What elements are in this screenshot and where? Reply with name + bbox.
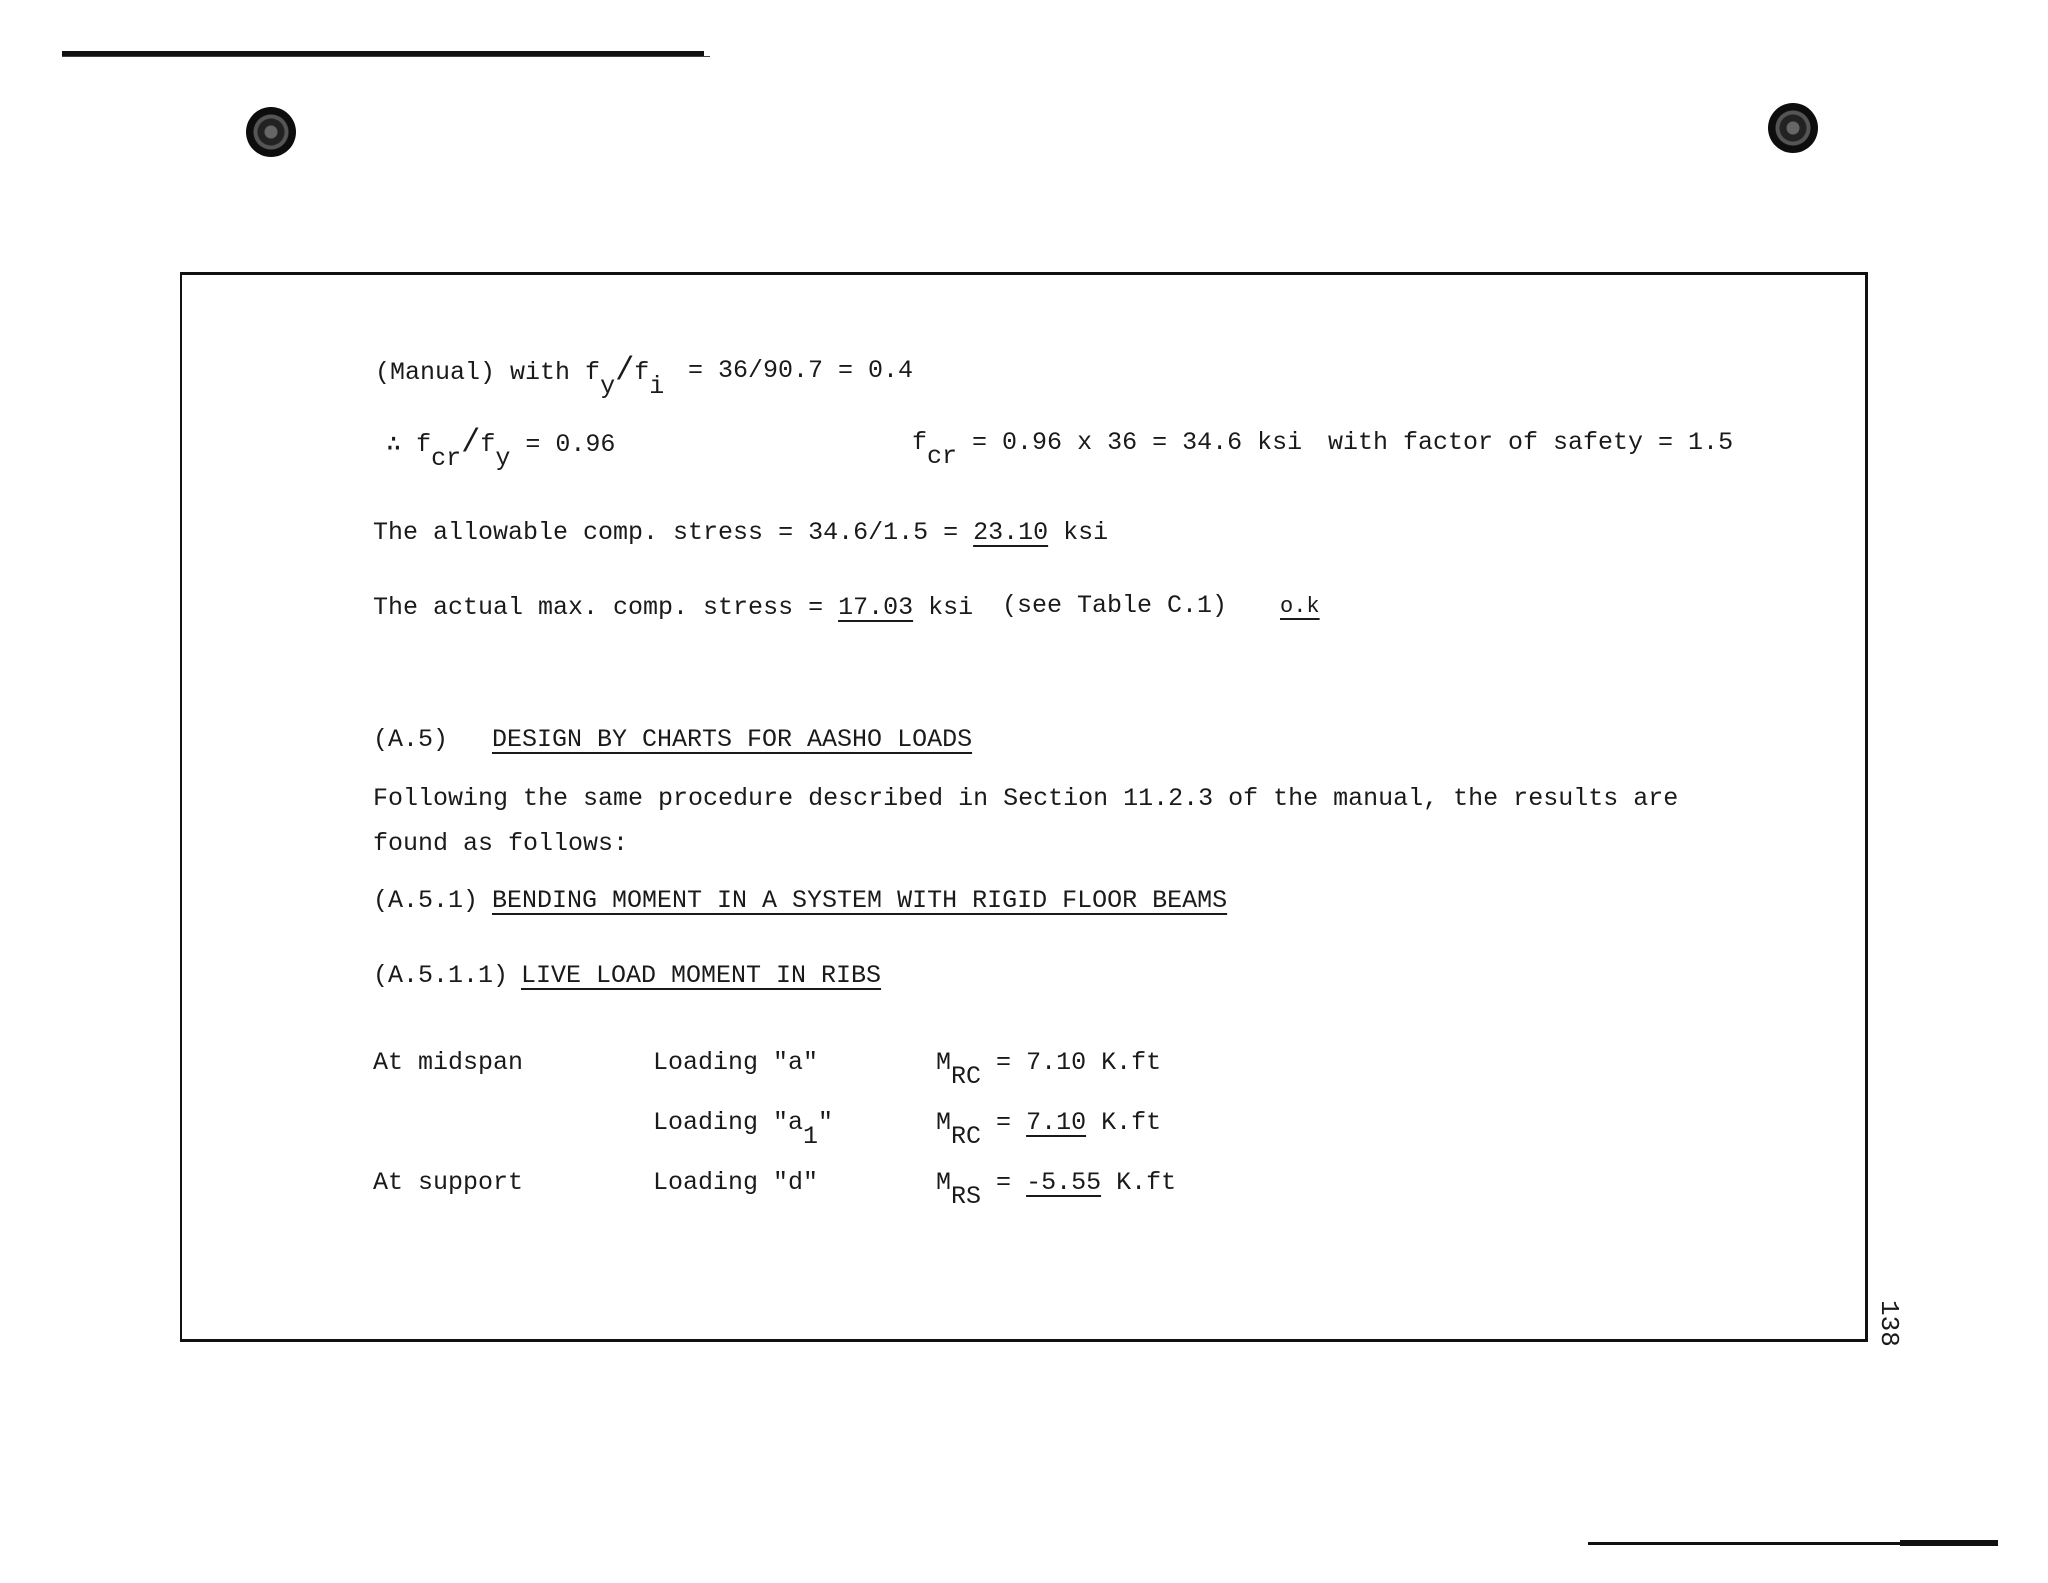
ok-mark: o.k	[1280, 594, 1320, 619]
formula-line-1-result: = 36/90.7 = 0.4	[688, 356, 914, 385]
equals: =	[996, 1168, 1027, 1197]
section-a5-number: (A.5)	[373, 725, 449, 754]
loading-post: "	[818, 1108, 834, 1137]
row-3-location: At support	[373, 1168, 524, 1197]
row-3-loading: Loading "d"	[653, 1168, 819, 1197]
punch-hole-left	[246, 107, 296, 157]
allowable-stress-line	[373, 518, 1108, 548]
sub-y: y	[600, 372, 616, 401]
loading-pre: Loading "a	[653, 1108, 804, 1137]
punch-hole-right	[1768, 103, 1818, 153]
row-2-moment	[936, 1108, 1162, 1151]
section-a511-number: (A.5.1.1)	[373, 961, 509, 990]
sub-cr: cr	[431, 444, 462, 473]
moment-unit: K.ft	[1101, 1168, 1177, 1197]
slash: /	[615, 352, 635, 389]
moment-value: 7.10	[1026, 1108, 1087, 1137]
m-symbol: M	[936, 1108, 952, 1137]
m-subscript: RC	[951, 1062, 982, 1091]
f-symbol: f	[416, 430, 432, 459]
f-symbol-2: f	[480, 430, 496, 459]
row-1-location: At midspan	[373, 1048, 524, 1077]
therefore-symbol: ∴	[386, 430, 402, 459]
moment-value: 7.10	[1026, 1048, 1087, 1077]
formula-prefix: (Manual) with	[375, 358, 586, 387]
sub-i: i	[649, 372, 665, 401]
bottom-scan-rule-thick	[1900, 1540, 1998, 1546]
row-1-moment	[936, 1048, 1162, 1091]
loading-sub: 1	[803, 1122, 819, 1151]
row-2-loading	[653, 1108, 834, 1151]
formula-line-2	[386, 424, 616, 473]
actual-value: 17.03	[838, 593, 914, 622]
top-scan-rule-thin	[62, 56, 710, 57]
page-number: 138	[1874, 1300, 1904, 1347]
f-symbol: f	[585, 358, 601, 387]
m-subscript: RC	[951, 1122, 982, 1151]
section-a5-title: DESIGN BY CHARTS FOR AASHO LOADS	[492, 725, 973, 754]
row-1-loading: Loading "a"	[653, 1048, 819, 1077]
section-a51-title: BENDING MOMENT IN A SYSTEM WITH RIGID FLOOR BEAMS	[492, 886, 1228, 915]
f-symbol-2: f	[634, 358, 650, 387]
moment-unit: K.ft	[1086, 1108, 1162, 1137]
section-a511-title: LIVE LOAD MOMENT IN RIBS	[521, 961, 882, 990]
moment-value: -5.55	[1026, 1168, 1102, 1197]
sub-y: y	[495, 444, 511, 473]
actual-prefix: The actual max. comp. stress =	[373, 593, 839, 622]
formula-line-1	[375, 352, 665, 401]
formula-line-2b	[912, 428, 1303, 471]
row-3-moment	[936, 1168, 1177, 1211]
m-symbol: M	[936, 1048, 952, 1077]
paragraph-line-1: Following the same procedure described in Section 11.2.3 of the manual, the results are	[373, 784, 1679, 813]
allowable-prefix: The allowable comp. stress = 34.6/1.5 =	[373, 518, 974, 547]
allowable-unit: ksi	[1048, 518, 1109, 547]
moment-unit: K.ft	[1086, 1048, 1162, 1077]
sub-cr: cr	[927, 442, 958, 471]
equals: =	[996, 1108, 1027, 1137]
actual-stress-line	[373, 593, 973, 623]
fcr-result: = 0.96 x 36 = 34.6 ksi	[972, 428, 1303, 457]
f-symbol: f	[912, 428, 928, 457]
section-a51-number: (A.5.1)	[373, 886, 479, 915]
table-reference: (see Table C.1)	[1002, 591, 1228, 620]
formula-line-2-result: = 0.96	[525, 430, 616, 459]
slash: /	[461, 424, 481, 461]
actual-unit: ksi	[913, 593, 974, 622]
equals: =	[996, 1048, 1027, 1077]
m-symbol: M	[936, 1168, 952, 1197]
paragraph-line-2: found as follows:	[373, 829, 629, 858]
safety-factor: with factor of safety = 1.5	[1328, 428, 1734, 457]
allowable-value: 23.10	[973, 518, 1049, 547]
m-subscript: RS	[951, 1182, 982, 1211]
